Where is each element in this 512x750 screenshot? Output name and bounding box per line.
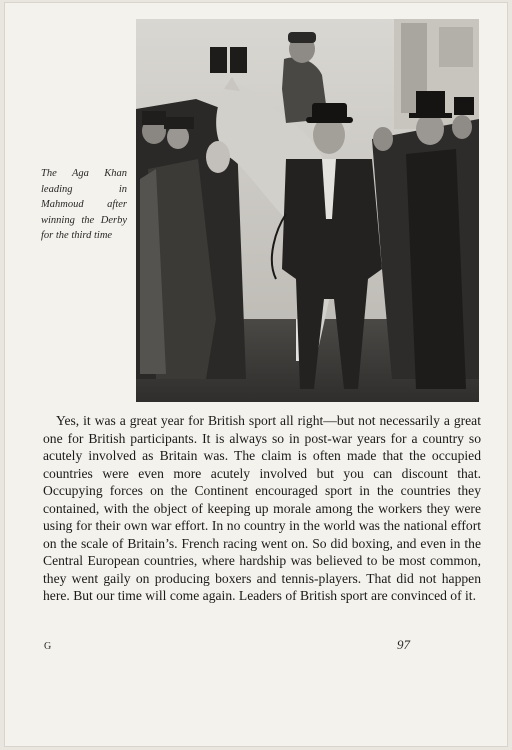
photo-caption: The Aga Khan leading in Mahmoud after winning the Derby for the third time (41, 168, 127, 241)
signature-mark: G (44, 641, 52, 652)
page-number: 97 (397, 637, 410, 652)
book-page (4, 2, 508, 747)
body-paragraph: Yes, it was a great year for British sport all right—but not necessarily a great one for British participants. It is always so in post-war years for a country so acutely involved as Britain was. The claim is often made that the occupied countries were even more acutely involved but you can discount that. Occupying forces on the Continent encouraged sport in the countries they contained, with the object of keeping up morale among the workers they were using for their own war effort. In no country in the world was the national effort on the scale of Britain’s. French racing went on. So did boxing, and even in the Central European countries, where hardship was believed to be most common, they went gaily on producing boxers and tennis-players. That did not happen here. But our time will come again. Leaders of British sport are convinced of it. (43, 413, 481, 603)
photo-illustration (136, 19, 479, 402)
derby-photograph (136, 19, 479, 402)
